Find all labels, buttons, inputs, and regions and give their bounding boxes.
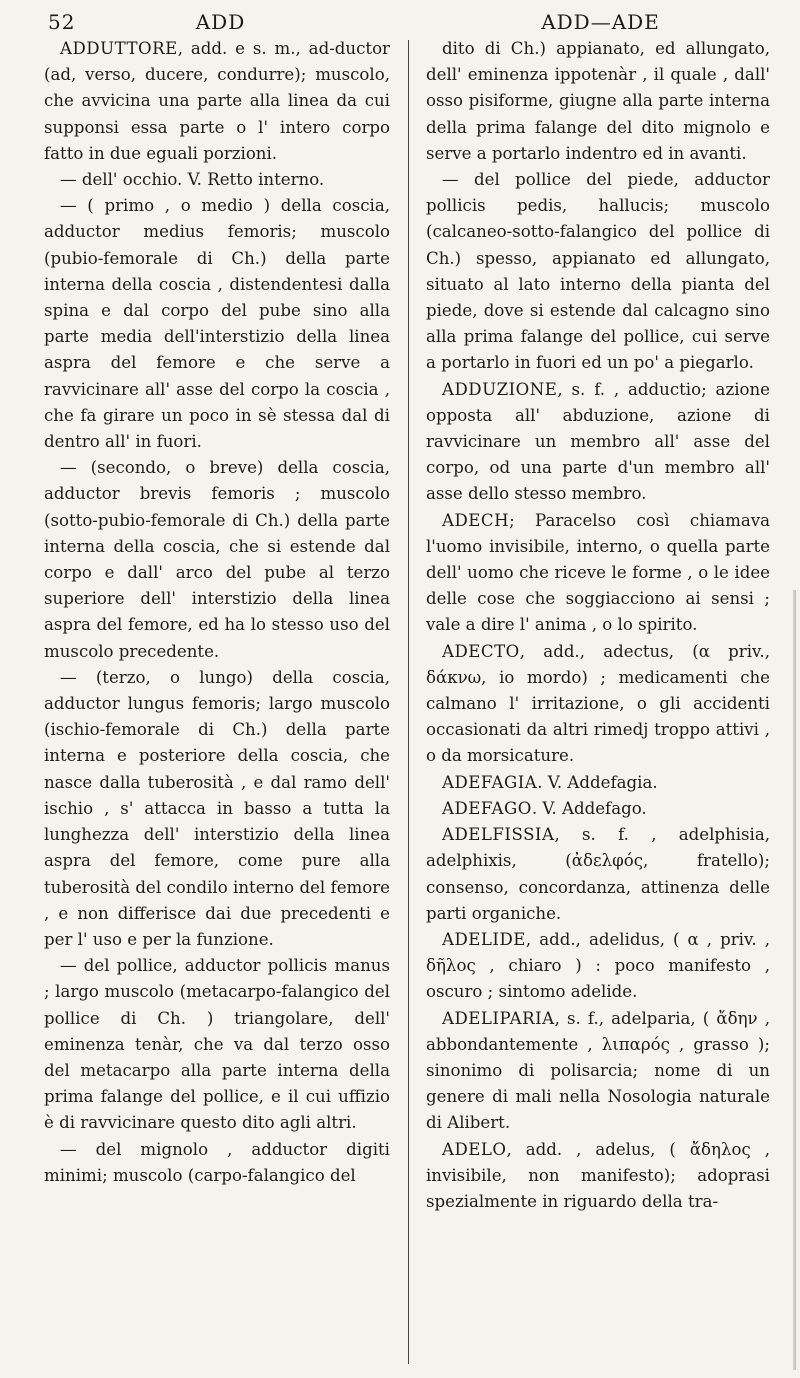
dictionary-entry <box>426 796 770 822</box>
entry-headword: ADEFAGO <box>442 798 532 818</box>
entry-text: , s. f. , adductio; azione opposta all' abduzione, azione di ravvicinare un membro all' asse del corpo, od una parte d'un membro all' asse dello stesso membro. <box>426 379 770 504</box>
entry-headword: ADELIPARIA <box>442 1008 555 1028</box>
column-divider <box>408 40 409 1364</box>
dictionary-entry <box>426 1006 770 1137</box>
left-column <box>44 36 390 1189</box>
dictionary-entry <box>426 770 770 796</box>
entry-text: — ( primo , o medio ) della coscia, adductor medius femoris; muscolo (pubio-femorale di Ch.) della parte interna della coscia , distendentesi dalla spina e dal corpo del pube sino alla parte media dell'interstizio della linea aspra del femore e che serve a ravvicinare all' asse del corpo la coscia , che fa girare un poco in sè stessa dal di dentro all' in fuori. <box>44 196 390 452</box>
entry-headword: ADDUTTORE <box>60 39 178 58</box>
entry-text: , add. , adelus, ( ἄδηλος , invisibile, non manifesto); adoprasi spezialmente in riguardo della tra- <box>426 1139 770 1211</box>
entry-text: , s. f., adelparia, ( ἄδην , abbondantemente , λιπαρός , grasso ); sinonimo di polisarcia; nome di un genere di mali nella Nosologia naturale di Alibert. <box>426 1008 770 1133</box>
entry-text: — (terzo, o lungo) della coscia, adductor lungus femoris; largo muscolo (ischio-femorale di Ch.) della parte interna e posteriore della coscia, che nasce dalla tuberosità , e dal ramo dell' ischio , s' attacca in basso a tutta la lunghezza dell' interstizio della linea aspra del femore, come pure alla tuberosità del condilo interno del femore , e non differisce dai due precedenti e per l' uso e per la funzione. <box>44 667 390 949</box>
dictionary-entry <box>426 822 770 927</box>
entry-headword: ADDUZIONE <box>442 379 558 399</box>
entry-text: , s. f. , adelphisia, adelphixis, (ἀδελφός, fratello); consenso, concordanza, attinenza delle parti organiche. <box>426 825 770 923</box>
dictionary-entry <box>426 1137 770 1216</box>
right-running-head: ADD—ADE <box>541 10 660 34</box>
entry-text: ; Paracelso così chiamava l'uomo invisibile, interno, o quella parte dell' uomo che riceve le forme , o le idee delle cose che soggiacciono ai sensi ; vale a dire l' anima , o lo spirito. <box>426 510 770 635</box>
entry-text: — del mignolo , adductor digiti minimi; muscolo (carpo-falangico del <box>44 1139 390 1185</box>
dictionary-entry <box>44 193 390 455</box>
dictionary-entry <box>44 455 390 665</box>
dictionary-entry <box>426 167 770 377</box>
dictionary-entry <box>44 36 390 167</box>
left-running-head: ADD <box>195 10 246 34</box>
entry-headword: ADECTO <box>442 641 520 661</box>
entry-text: — del pollice, adductor pollicis manus ; largo muscolo (metacarpo-falangico del pollice di Ch. ) triangolare, dell' eminenza tenàr, che va dal terzo osso del metacarpo alla parte interna della prima falange del pollice, e il cui uffizio è di ravvicinare questo dito agli altri. <box>44 956 390 1133</box>
entry-text: — (secondo, o breve) della coscia, adductor brevis femoris ; muscolo (sotto-pubio-femorale di Ch.) della parte interna della coscia, che si estende dal corpo e dall' arco del pube al terzo superiore dell' interstizio della linea aspra del femore, ed ha lo stesso uso del muscolo precedente. <box>44 458 390 661</box>
scan-edge-shadow <box>793 590 796 1370</box>
entry-text: . V. Addefagia. <box>537 772 658 792</box>
right-column <box>426 36 770 1215</box>
entry-text: — dell' occhio. V. Retto interno. <box>60 170 325 190</box>
entry-headword: ADELFISSIA <box>442 825 555 845</box>
dictionary-entry <box>44 665 390 953</box>
dictionary-entry <box>426 639 770 770</box>
entry-headword: ADEFAGIA <box>442 772 538 792</box>
entry-text: , add. e s. m., ad-ductor (ad, verso, ducere, condurre); muscolo, che avvicina una parte alla linea da cui supponsi essa parte o l' intero corpo fatto in due eguali porzioni. <box>44 39 390 163</box>
entry-headword: ADELIDE <box>442 929 526 949</box>
entry-text: dito di Ch.) appianato, ed allungato, dell' eminenza ippotenàr , il quale , dall' osso pisiforme, giugne alla parte interna della prima falange del dito mignolo e serve a portarlo indentro ed in avanti. <box>426 39 770 163</box>
entry-headword: ADECH <box>442 510 510 530</box>
entry-text: . V. Addefago. <box>531 798 647 818</box>
dictionary-entry <box>426 36 770 167</box>
dictionary-entry <box>426 927 770 1006</box>
dictionary-entry <box>44 167 390 193</box>
entry-text: — del pollice del piede, adductor pollicis pedis, hallucis; muscolo (calcaneo-sotto-falangico del pollice di Ch.) spesso, appianato ed allungato, situato al lato interno della pianta del piede, dove si estende dal calcagno sino alla prima falange del pollice, cui serve a portarlo in fuori ed un po' a piegarlo. <box>426 170 770 373</box>
entry-headword: ADELO <box>442 1139 507 1159</box>
dictionary-entry <box>426 508 770 639</box>
entry-text: , add., adelidus, ( α , priv. , δῆλος , chiaro ) : poco manifesto , oscuro ; sintomo adelide. <box>426 929 770 1002</box>
dictionary-entry <box>44 1137 390 1189</box>
dictionary-entry <box>426 377 770 508</box>
entry-text: , add., adectus, (α priv., δάκνω, io mordo) ; medicamenti che calmano l' irritazione, o gli accidenti occasionati da altri rimedj troppo attivi , o da morsicature. <box>426 641 770 766</box>
dictionary-entry <box>44 953 390 1136</box>
page-number: 52 <box>48 10 76 34</box>
